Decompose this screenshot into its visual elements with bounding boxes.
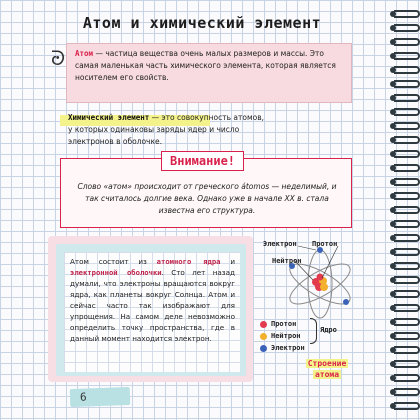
atom-structure-text: Атом состоит из атомного ядра и электронной оболочки. Сто лет назад думали, что электроны вращаются вокруг ядра, как планеты вокруг Солнца. Атом и сейчас часто так изображают для упрощения. На самом деле невозможно определить точку пространства, где в данный момент находится электрон. [70, 257, 236, 343]
chemical-element-term: Химический элемент [68, 113, 150, 122]
legend-swatch [260, 321, 267, 328]
nucleus-term: атомного ядра [156, 257, 221, 266]
legend-swatch [260, 345, 267, 352]
spiral-ring [394, 122, 420, 130]
spiral-ring [394, 276, 420, 284]
legend-swatch [260, 333, 267, 340]
legend-label: Электрон [271, 344, 305, 352]
doodle-icon: ᘒ [51, 46, 66, 70]
spiral-ring [394, 164, 420, 172]
spiral-ring [394, 52, 420, 60]
atom-legend [260, 318, 305, 354]
spiral-ring [394, 262, 420, 270]
legend-item [260, 318, 305, 330]
attention-text: Слово «атом» происходит от греческого átomos — неделимый, и так считалось долгие века. Однако уже в начале XX в. стала известна его структура. [77, 182, 337, 215]
spiral-ring [394, 108, 420, 116]
spiral-binding [388, 0, 420, 420]
spiral-ring [394, 388, 420, 396]
legend-label: Нейтрон [271, 332, 301, 340]
spiral-ring [394, 80, 420, 88]
spiral-ring [394, 150, 420, 158]
atom-term: Атом [75, 49, 94, 58]
spiral-ring [394, 192, 420, 200]
spiral-ring [394, 94, 420, 102]
spiral-ring [394, 248, 420, 256]
page-number: 6 [70, 387, 131, 407]
spiral-ring [394, 38, 420, 46]
spiral-ring [394, 318, 420, 326]
spiral-ring [394, 66, 420, 74]
legend-item [260, 330, 305, 342]
chemical-element-text: — это совокупность атомов, у которых одинаковы заряды ядер и число электронов в оболочке. [68, 113, 264, 146]
label-proton-top: Протон [312, 240, 338, 248]
legend-item [260, 342, 305, 354]
atom-definition-text: — частица вещества очень малых размеров и массы. Это самая маленькая часть химического элемента, которая является носителем его свойств. [75, 49, 336, 82]
legend-label: Протон [271, 320, 297, 328]
spiral-ring [394, 234, 420, 242]
spiral-ring [394, 178, 420, 186]
label-neutron: Нейтрон [272, 257, 302, 265]
diagram-caption: Строение атома [307, 359, 347, 379]
electron-shell-term: электронной оболочки [70, 268, 162, 277]
nucleus-brace [310, 318, 317, 344]
atom-definition-box [51, 43, 352, 103]
label-electron-top: Электрон [263, 240, 297, 248]
spiral-ring [394, 374, 420, 382]
nucleus-label: Ядро [320, 326, 337, 334]
spiral-ring [394, 304, 420, 312]
page-title: Атом и химический элемент [82, 14, 322, 32]
spiral-ring [394, 360, 420, 368]
spiral-ring [394, 332, 420, 340]
attention-box [60, 154, 352, 228]
nucleus [312, 274, 328, 292]
spiral-ring [394, 24, 420, 32]
spiral-ring [394, 220, 420, 228]
attention-badge: Внимание! [161, 151, 244, 171]
spiral-ring [394, 10, 420, 18]
spiral-ring [394, 206, 420, 214]
spiral-ring [394, 290, 420, 298]
atom-definition [75, 48, 345, 84]
spiral-ring [394, 136, 420, 144]
spiral-ring [394, 402, 420, 410]
spiral-ring [394, 346, 420, 354]
